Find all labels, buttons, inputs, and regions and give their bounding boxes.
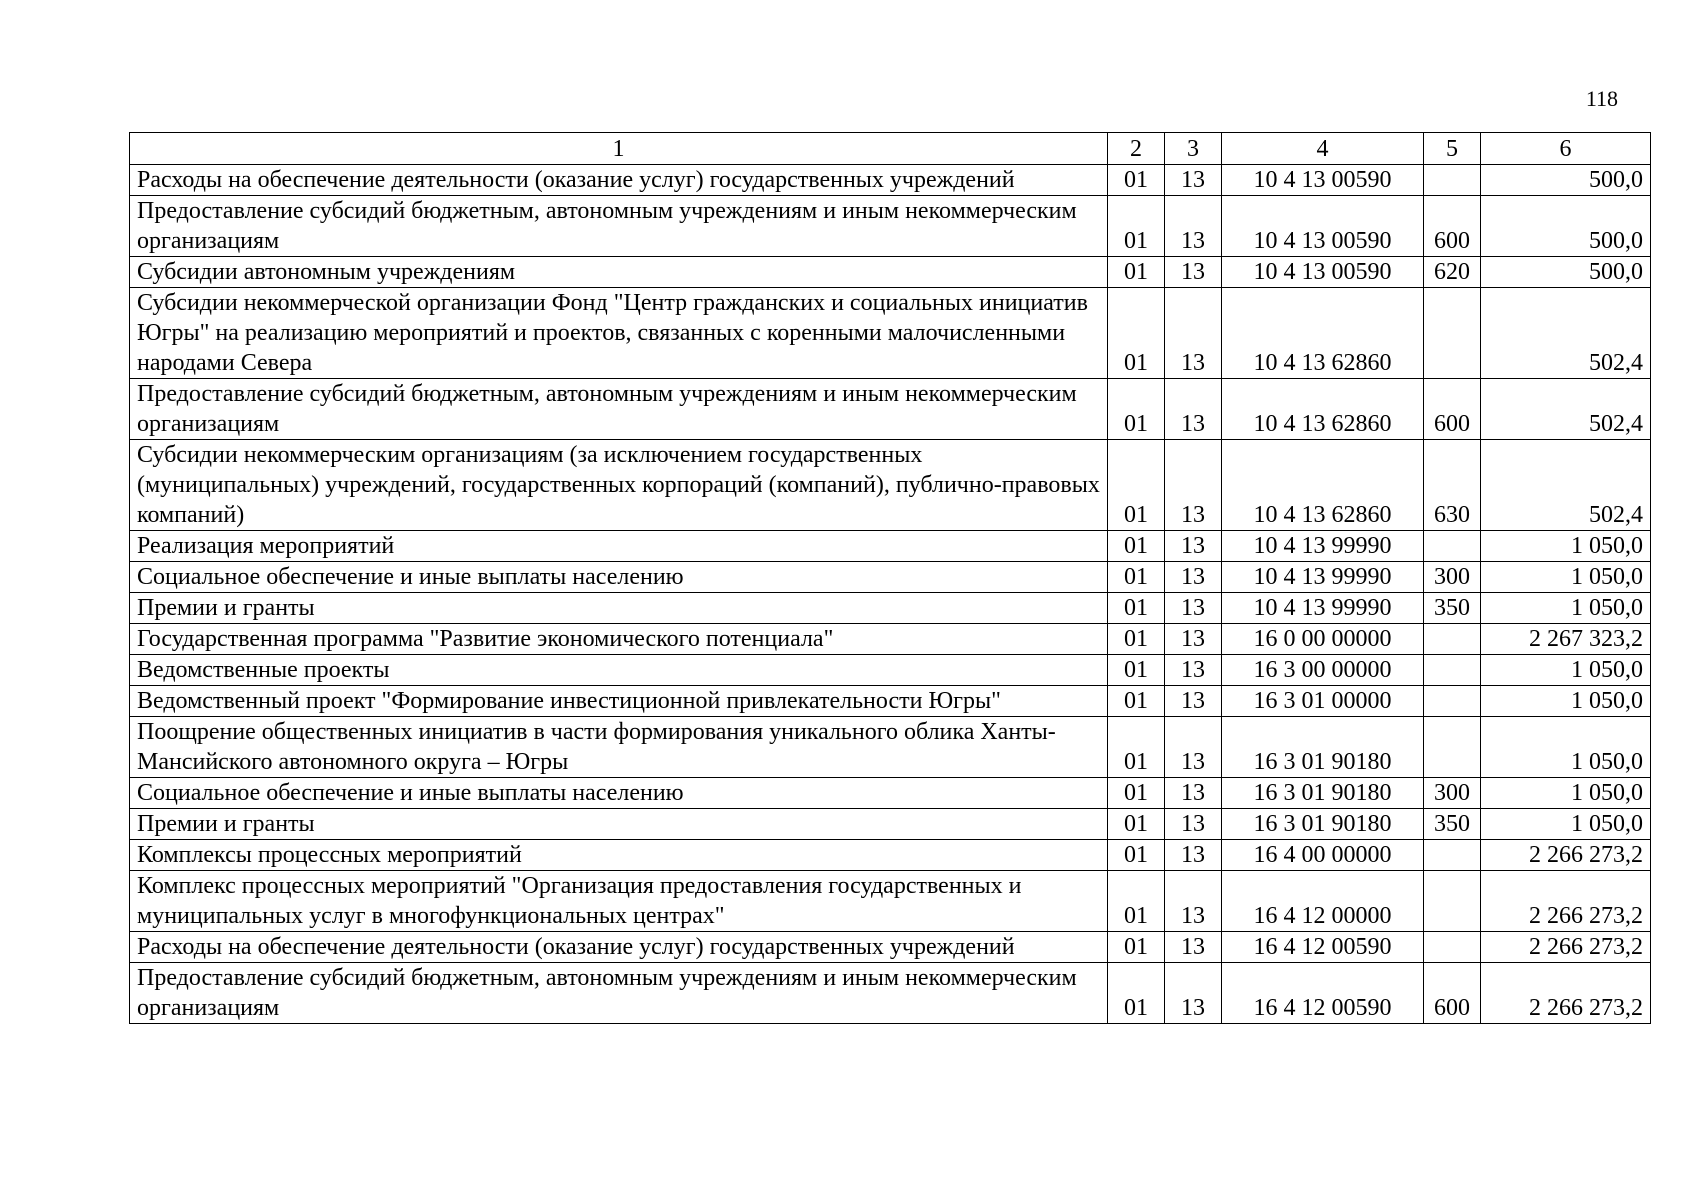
table-row	[130, 655, 1651, 686]
row-type-cell: 600	[1424, 196, 1481, 257]
row-name-cell: Субсидии некоммерческим организациям (за исключением государственных (муниципальных) учреждений, государственных корпораций (компаний), публично-правовых компаний)	[130, 440, 1108, 531]
row-type-cell	[1424, 871, 1481, 932]
table-row	[130, 196, 1651, 257]
row-type-cell	[1424, 288, 1481, 379]
row-code-cell: 16 3 01 00000	[1222, 686, 1424, 717]
row-name-cell: Предоставление субсидий бюджетным, автономным учреждениям и иным некоммерческим организациям	[130, 379, 1108, 440]
table-row	[130, 717, 1651, 778]
row-subsection-cell: 13	[1165, 778, 1222, 809]
row-code-cell: 16 3 01 90180	[1222, 809, 1424, 840]
row-type-cell	[1424, 932, 1481, 963]
row-subsection-cell: 13	[1165, 257, 1222, 288]
row-sum-cell: 1 050,0	[1481, 717, 1651, 778]
row-code-cell: 16 4 12 00590	[1222, 932, 1424, 963]
row-code-cell: 10 4 13 00590	[1222, 165, 1424, 196]
row-code-cell: 10 4 13 00590	[1222, 257, 1424, 288]
row-section-cell: 01	[1108, 257, 1165, 288]
header-cell: 5	[1424, 133, 1481, 165]
row-subsection-cell: 13	[1165, 288, 1222, 379]
row-sum-cell: 1 050,0	[1481, 655, 1651, 686]
table-row	[130, 257, 1651, 288]
row-type-cell: 300	[1424, 778, 1481, 809]
row-sum-cell: 1 050,0	[1481, 562, 1651, 593]
row-subsection-cell: 13	[1165, 624, 1222, 655]
row-section-cell: 01	[1108, 871, 1165, 932]
row-subsection-cell: 13	[1165, 655, 1222, 686]
row-subsection-cell: 13	[1165, 686, 1222, 717]
row-type-cell: 300	[1424, 562, 1481, 593]
header-cell: 6	[1481, 133, 1651, 165]
row-name-cell: Комплекс процессных мероприятий "Организация предоставления государственных и муниципальных услуг в многофункциональных центрах"	[130, 871, 1108, 932]
row-name-cell: Поощрение общественных инициатив в части формирования уникального облика Ханты-Мансийского автономного округа – Югры	[130, 717, 1108, 778]
table-row	[130, 778, 1651, 809]
row-sum-cell: 2 266 273,2	[1481, 932, 1651, 963]
table-row	[130, 932, 1651, 963]
row-sum-cell: 2 266 273,2	[1481, 963, 1651, 1024]
row-type-cell	[1424, 840, 1481, 871]
header-row	[130, 133, 1651, 165]
row-subsection-cell: 13	[1165, 196, 1222, 257]
row-name-cell: Реализация мероприятий	[130, 531, 1108, 562]
row-section-cell: 01	[1108, 655, 1165, 686]
row-code-cell: 10 4 13 62860	[1222, 288, 1424, 379]
table-row	[130, 562, 1651, 593]
row-name-cell: Социальное обеспечение и иные выплаты населению	[130, 778, 1108, 809]
row-sum-cell: 502,4	[1481, 288, 1651, 379]
row-type-cell	[1424, 655, 1481, 686]
row-type-cell	[1424, 165, 1481, 196]
table-row	[130, 165, 1651, 196]
row-name-cell: Социальное обеспечение и иные выплаты населению	[130, 562, 1108, 593]
table-row	[130, 809, 1651, 840]
row-sum-cell: 2 267 323,2	[1481, 624, 1651, 655]
row-type-cell	[1424, 624, 1481, 655]
row-name-cell: Предоставление субсидий бюджетным, автономным учреждениям и иным некоммерческим организациям	[130, 196, 1108, 257]
row-section-cell: 01	[1108, 624, 1165, 655]
row-section-cell: 01	[1108, 288, 1165, 379]
row-code-cell: 16 3 01 90180	[1222, 717, 1424, 778]
row-code-cell: 16 4 00 00000	[1222, 840, 1424, 871]
row-sum-cell: 500,0	[1481, 196, 1651, 257]
row-subsection-cell: 13	[1165, 717, 1222, 778]
table-row	[130, 288, 1651, 379]
row-section-cell: 01	[1108, 593, 1165, 624]
row-code-cell: 10 4 13 00590	[1222, 196, 1424, 257]
row-subsection-cell: 13	[1165, 440, 1222, 531]
row-type-cell	[1424, 531, 1481, 562]
row-sum-cell: 1 050,0	[1481, 778, 1651, 809]
row-subsection-cell: 13	[1165, 932, 1222, 963]
row-name-cell: Премии и гранты	[130, 593, 1108, 624]
row-code-cell: 16 4 12 00000	[1222, 871, 1424, 932]
row-subsection-cell: 13	[1165, 963, 1222, 1024]
row-section-cell: 01	[1108, 562, 1165, 593]
page-number: 118	[1585, 86, 1618, 111]
table-row	[130, 531, 1651, 562]
row-sum-cell: 502,4	[1481, 440, 1651, 531]
table-row	[130, 379, 1651, 440]
table-row	[130, 440, 1651, 531]
header-cell: 3	[1165, 133, 1222, 165]
header-cell: 2	[1108, 133, 1165, 165]
row-type-cell: 350	[1424, 593, 1481, 624]
row-subsection-cell: 13	[1165, 165, 1222, 196]
row-name-cell: Субсидии автономным учреждениям	[130, 257, 1108, 288]
header-cell: 4	[1222, 133, 1424, 165]
row-section-cell: 01	[1108, 809, 1165, 840]
row-name-cell: Расходы на обеспечение деятельности (оказание услуг) государственных учреждений	[130, 932, 1108, 963]
row-sum-cell: 1 050,0	[1481, 531, 1651, 562]
row-subsection-cell: 13	[1165, 840, 1222, 871]
row-subsection-cell: 13	[1165, 809, 1222, 840]
row-type-cell: 600	[1424, 963, 1481, 1024]
row-type-cell: 620	[1424, 257, 1481, 288]
row-name-cell: Ведомственные проекты	[130, 655, 1108, 686]
row-code-cell: 10 4 13 99990	[1222, 531, 1424, 562]
row-section-cell: 01	[1108, 531, 1165, 562]
row-sum-cell: 1 050,0	[1481, 686, 1651, 717]
table-row	[130, 593, 1651, 624]
row-section-cell: 01	[1108, 165, 1165, 196]
row-name-cell: Субсидии некоммерческой организации Фонд "Центр гражданских и социальных инициатив Югры" на реализацию мероприятий и проектов, связанных с коренными малочисленными народами Севера	[130, 288, 1108, 379]
row-section-cell: 01	[1108, 686, 1165, 717]
table-row	[130, 871, 1651, 932]
row-type-cell	[1424, 686, 1481, 717]
row-name-cell: Расходы на обеспечение деятельности (оказание услуг) государственных учреждений	[130, 165, 1108, 196]
row-section-cell: 01	[1108, 717, 1165, 778]
budget-table	[129, 132, 1651, 1024]
row-subsection-cell: 13	[1165, 593, 1222, 624]
row-code-cell: 10 4 13 99990	[1222, 562, 1424, 593]
row-subsection-cell: 13	[1165, 531, 1222, 562]
row-code-cell: 10 4 13 62860	[1222, 440, 1424, 531]
table-row	[130, 963, 1651, 1024]
row-type-cell: 600	[1424, 379, 1481, 440]
table-row	[130, 840, 1651, 871]
row-name-cell: Комплексы процессных мероприятий	[130, 840, 1108, 871]
row-type-cell: 630	[1424, 440, 1481, 531]
row-subsection-cell: 13	[1165, 871, 1222, 932]
row-code-cell: 16 4 12 00590	[1222, 963, 1424, 1024]
row-subsection-cell: 13	[1165, 562, 1222, 593]
row-code-cell: 16 3 00 00000	[1222, 655, 1424, 686]
row-code-cell: 16 3 01 90180	[1222, 778, 1424, 809]
row-sum-cell: 502,4	[1481, 379, 1651, 440]
row-name-cell: Ведомственный проект "Формирование инвестиционной привлекательности Югры"	[130, 686, 1108, 717]
row-code-cell: 16 0 00 00000	[1222, 624, 1424, 655]
row-section-cell: 01	[1108, 778, 1165, 809]
row-name-cell: Премии и гранты	[130, 809, 1108, 840]
table-row	[130, 686, 1651, 717]
row-sum-cell: 1 050,0	[1481, 809, 1651, 840]
row-sum-cell: 2 266 273,2	[1481, 871, 1651, 932]
row-type-cell: 350	[1424, 809, 1481, 840]
row-sum-cell: 500,0	[1481, 165, 1651, 196]
row-name-cell: Государственная программа "Развитие экономического потенциала"	[130, 624, 1108, 655]
row-section-cell: 01	[1108, 440, 1165, 531]
row-section-cell: 01	[1108, 932, 1165, 963]
row-sum-cell: 1 050,0	[1481, 593, 1651, 624]
table-row	[130, 624, 1651, 655]
row-type-cell	[1424, 717, 1481, 778]
row-section-cell: 01	[1108, 840, 1165, 871]
row-sum-cell: 2 266 273,2	[1481, 840, 1651, 871]
row-section-cell: 01	[1108, 963, 1165, 1024]
row-code-cell: 10 4 13 99990	[1222, 593, 1424, 624]
row-name-cell: Предоставление субсидий бюджетным, автономным учреждениям и иным некоммерческим организациям	[130, 963, 1108, 1024]
row-section-cell: 01	[1108, 379, 1165, 440]
row-sum-cell: 500,0	[1481, 257, 1651, 288]
row-subsection-cell: 13	[1165, 379, 1222, 440]
row-section-cell: 01	[1108, 196, 1165, 257]
row-code-cell: 10 4 13 62860	[1222, 379, 1424, 440]
header-cell: 1	[130, 133, 1108, 165]
